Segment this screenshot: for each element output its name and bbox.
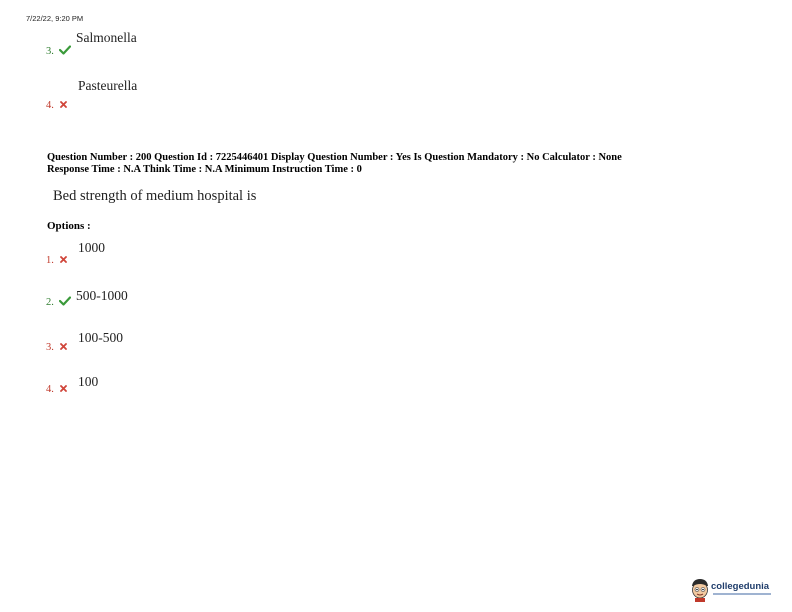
option-number: 2. xyxy=(46,297,54,308)
mascot-icon xyxy=(690,578,710,607)
option-text: 100-500 xyxy=(78,330,123,345)
option-number: 3. xyxy=(46,342,54,353)
option-text: 100 xyxy=(78,374,99,389)
question-meta-line2: Response Time : N.A Think Time : N.A Minimum Instruction Time : 0 xyxy=(47,164,362,175)
print-timestamp: 7/22/22, 9:20 PM xyxy=(26,14,84,23)
option-text: 1000 xyxy=(78,240,105,255)
cross-icon xyxy=(60,101,67,108)
question-meta-line1: Question Number : 200 Question Id : 7225446401 Display Question Number : Yes Is Question Mandatory : No Calculator : None xyxy=(47,152,622,163)
collegedunia-logo xyxy=(690,578,778,604)
option-number: 4. xyxy=(46,100,54,111)
option-number: 4. xyxy=(46,384,54,395)
option-text: 500-1000 xyxy=(76,288,128,303)
options-label: Options : xyxy=(47,220,91,232)
logo-tagline-decoration xyxy=(713,593,771,595)
logo-text: collegedunia xyxy=(711,581,770,592)
option-number: 3. xyxy=(46,46,54,57)
check-icon xyxy=(59,296,71,306)
question-meta xyxy=(47,152,747,176)
cross-icon xyxy=(60,343,67,350)
option-number: 1. xyxy=(46,255,54,266)
option-text: Pasteurella xyxy=(78,78,138,93)
check-icon xyxy=(59,45,71,55)
cross-icon xyxy=(60,256,67,263)
option-text: Salmonella xyxy=(76,30,137,45)
cross-icon xyxy=(60,385,67,392)
question-text: Bed strength of medium hospital is xyxy=(53,188,257,204)
